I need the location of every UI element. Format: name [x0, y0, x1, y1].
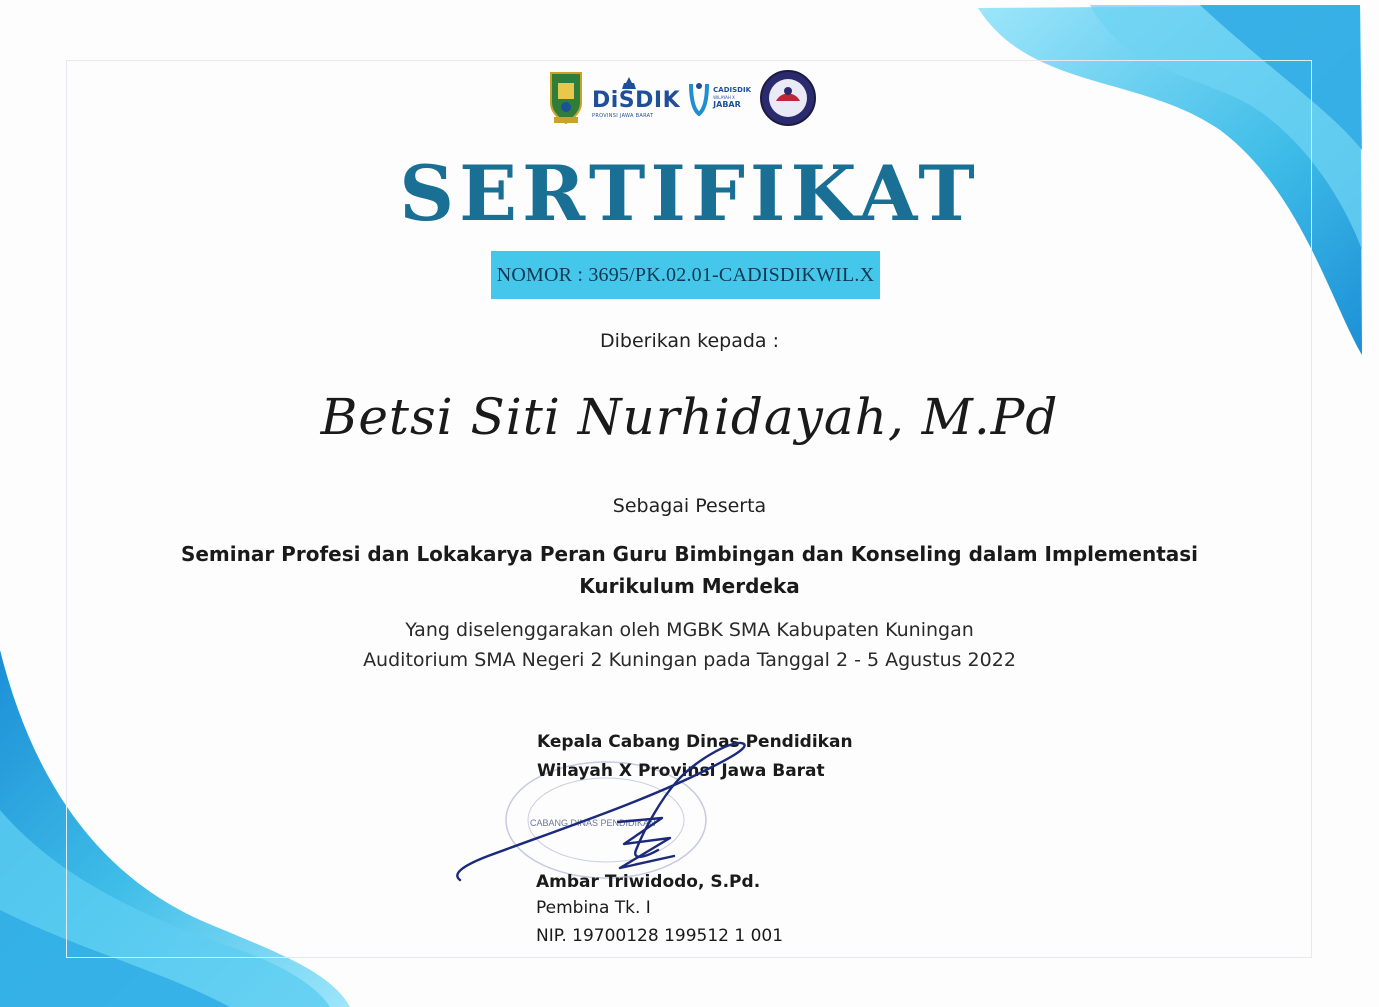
certificate-number: NOMOR : 3695/PK.02.01-CADISDIKWIL.X: [496, 263, 875, 286]
signatory-position-line1: Kepala Cabang Dinas Pendidikan: [537, 732, 853, 752]
organizer-text: Yang diselenggarakan oleh MGBK SMA Kabupaten Kuningan: [405, 619, 974, 641]
signatory-nip: NIP. 19700128 199512 1 001: [536, 926, 784, 946]
venue-date-text: Auditorium SMA Negeri 2 Kuningan pada Tanggal 2 - 5 Agustus 2022: [363, 649, 1016, 671]
west-java-crest-icon: [548, 69, 584, 127]
handwritten-signature: [448, 740, 761, 892]
signatory-position-line2: Wilayah X Provinsi Jawa Barat: [537, 761, 825, 781]
cadisdik-logo-line3: JABAR: [713, 100, 741, 109]
event-title: [140, 538, 1239, 602]
disdik-logo-text: DiSDIK: [592, 88, 681, 113]
certificate-title: SERTIFIKAT: [399, 149, 980, 238]
mgbk-emblem-icon: [759, 69, 817, 127]
event-title-line1: Seminar Profesi dan Lokakarya Peran Guru Bimbingan dan Konseling dalam Implementasi: [180, 542, 1199, 566]
cadisdik-logo-line2: WILAYAH X: [713, 95, 735, 100]
participant-role: Sebagai Peserta: [612, 495, 767, 517]
disdik-logo: [592, 77, 680, 119]
cadisdik-logo: [688, 80, 751, 116]
cadisdik-logo-line1: CADISDIK: [713, 86, 752, 94]
disdik-logo-subtext: PROVINSI JAWA BARAT: [592, 113, 654, 119]
recipient-name: Betsi Siti Nurhidayah, M.Pd: [320, 388, 1059, 446]
signatory-rank: Pembina Tk. I: [536, 898, 651, 918]
stamp-text: CABANG DINAS PENDIDIKAN: [530, 818, 656, 828]
event-title-line2: Kurikulum Merdeka: [579, 574, 800, 598]
given-to-label: Diberikan kepada :: [599, 330, 779, 352]
logo-row: [548, 66, 818, 130]
signatory-name: Ambar Triwidodo, S.Pd.: [536, 872, 761, 892]
certificate-number-box: [491, 251, 880, 299]
